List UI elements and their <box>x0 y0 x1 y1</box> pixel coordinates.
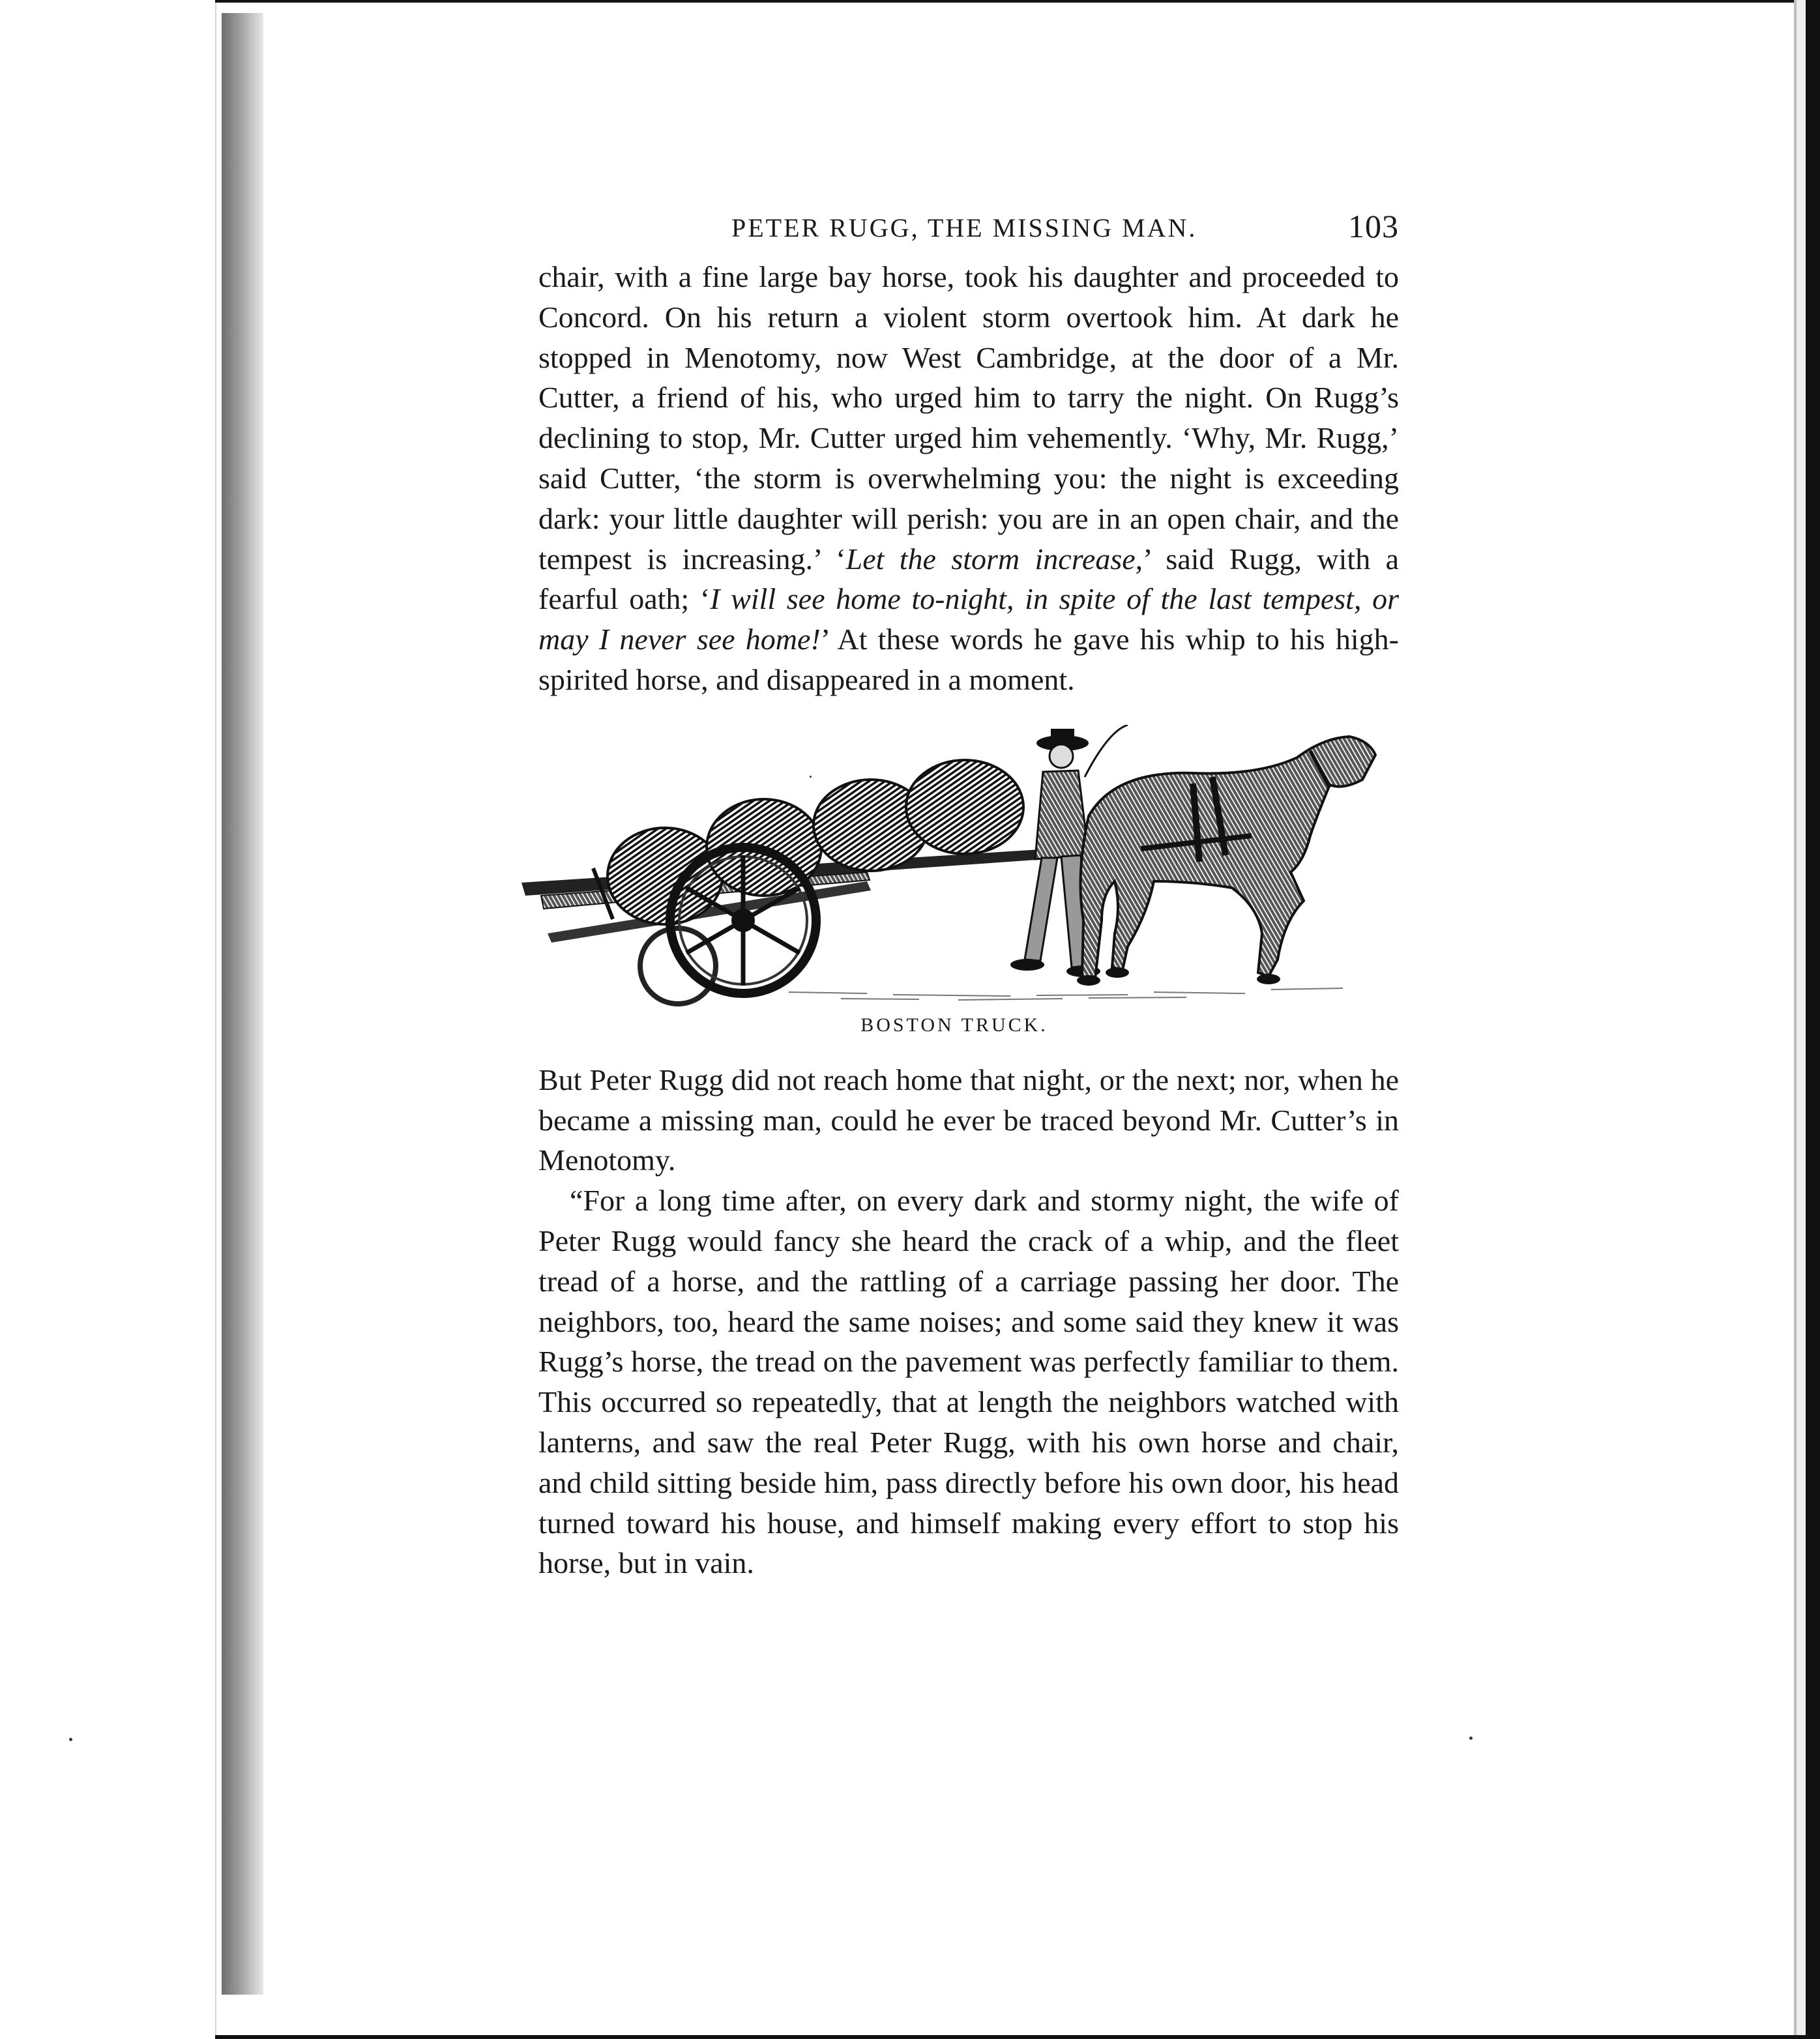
text-run: ’ said Rugg, with a fearful oath; ‘ <box>538 542 1399 616</box>
book-page <box>538 207 1399 1583</box>
scan-speck <box>1469 1737 1473 1740</box>
text-run: ’ At these words he gave his whip to his high-spirited horse, and disappeared in a moment. <box>538 623 1399 696</box>
scan-border-right <box>1806 0 1820 2039</box>
illustration-boston-truck <box>502 725 1415 1036</box>
scan-border-bottom <box>215 2035 1820 2039</box>
paragraph: But Peter Rugg did not reach home that night, or the next; nor, when he became a missing man, could he ever be traced beyond Mr. Cutter’s in Menotomy. <box>538 1063 1399 1177</box>
ground-hatching <box>789 988 1343 1000</box>
running-head <box>538 207 1399 250</box>
scan-border-top <box>215 0 1820 3</box>
page-number: 103 <box>1348 208 1399 244</box>
front-wheel <box>670 847 816 993</box>
running-head-title: PETER RUGG, THE MISSING MAN. <box>731 213 1197 242</box>
body-text <box>538 257 1399 700</box>
engraving <box>502 725 1415 1012</box>
paragraph: “For a long time after, on every dark and stormy night, the wife of Peter Rugg would fancy she heard the crack of a whip, and the fleet tread of a horse, and the rattling of a carriage passing her door. The neighbors, too, heard the same noises; and some said they knew it was Rugg’s horse, the tread on the pavement was perfectly familiar to them. This occurred so repeatedly, that at length the neighbors watched with lanterns, and saw the real Peter Rugg, with his own horse and chair, and child sitting beside him, pass directly before his own door, his head turned toward his house, and himself making every effort to stop his horse, but in vain. <box>538 1184 1399 1580</box>
paragraph <box>538 257 1399 700</box>
rear-wheel <box>640 928 716 1004</box>
scan-border-inner <box>1797 0 1806 2039</box>
book-gutter-shadow <box>222 13 263 1995</box>
text-run: chair, with a fine large bay horse, took his daughter and proceeded to Concord. On his return a violent storm overtook him. At dark he stopped in Menotomy, now West Cambridge, at the door of a Mr. Cutter, a friend of his, who urged him to tarry the night. On Rugg’s declining to stop, Mr. Cutter urged him vehemently. ‘Why, Mr. Rugg,’ said Cutter, ‘the storm is overwhelming you: the night is exceeding dark: your little daughter will perish: you are in an open chair, and the tempest is increasing.’ ‘ <box>538 260 1399 576</box>
italic-quote: Let the storm increase, <box>845 542 1143 576</box>
scan-speck <box>69 1738 72 1741</box>
horse <box>1077 737 1375 986</box>
facing-page <box>0 0 216 2039</box>
figure-caption: BOSTON TRUCK. <box>860 1014 1048 1036</box>
body-text-continued <box>538 1060 1399 1583</box>
italic-quote: I will see home to-night, in spite of the last tempest, or may I never see home! <box>538 582 1399 656</box>
